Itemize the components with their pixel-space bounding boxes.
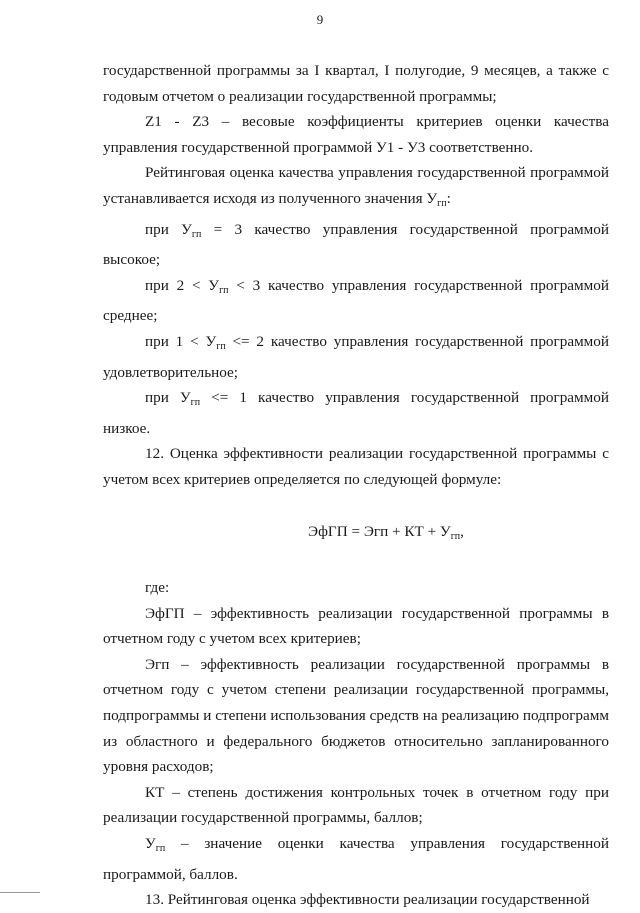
paragraph: ЭфГП – эффективность реализации государственной программы в отчетном году с учетом всех критериев; (103, 604, 609, 648)
paragraph: Эгп – эффективность реализации государственной программы в отчетном году с учетом степени реализации государственной программы, подпрограммы и степени использования средств на реализацию подпрограмм из областного и федерального бюджетов относительно запланированного уровня расходов; (103, 655, 609, 776)
footer-rule (0, 892, 40, 893)
paragraph: Z1 - Z3 – весовые коэффициенты критериев оценки качества управления государственной программой У1 - У3 соответственно. (103, 113, 609, 156)
paragraph: при $1 < У_{гп} <= 2$ качество управления государственной программой удовлетворительное; (103, 332, 610, 381)
paragraph: при $2 < У_{гп} < 3$ качество управления государственной программой среднее; (103, 276, 609, 325)
paragraph: при $У_{гп} = 3$ качество управления государственной программой высокое; (103, 220, 609, 269)
paragraph: Рейтинговая оценка качества управления государственной программой устанавливается исходя из полученного значения $У_{гп}$: (103, 164, 609, 209)
formula: ЭфГП = Эгп + КТ + $У_{гп}$, (308, 522, 464, 542)
page-number: 9 (316, 12, 324, 27)
paragraph: при $У_{гп} <= 1$ качество управления государственной программой низкое. (103, 389, 609, 437)
document-body (103, 58, 609, 913)
paragraph: КТ – степень достижения контрольных точек в отчетном году при реализации государственной программы, баллов; (103, 783, 609, 827)
paragraph: $У_{гп}$ – значение оценки качества управления государственной программой, баллов. (103, 835, 609, 883)
where-label: где: (145, 579, 170, 597)
paragraph: 13. Рейтинговая оценка эффективности реализации государственной (145, 891, 590, 909)
paragraph: государственной программы за I квартал, I полугодие, 9 месяцев, а также с годовым отчетом о реализации государственной программы; (103, 62, 609, 105)
paragraph: 12. Оценка эффективности реализации государственной программы с учетом всех критериев определяется по следующей формуле: (103, 445, 609, 488)
